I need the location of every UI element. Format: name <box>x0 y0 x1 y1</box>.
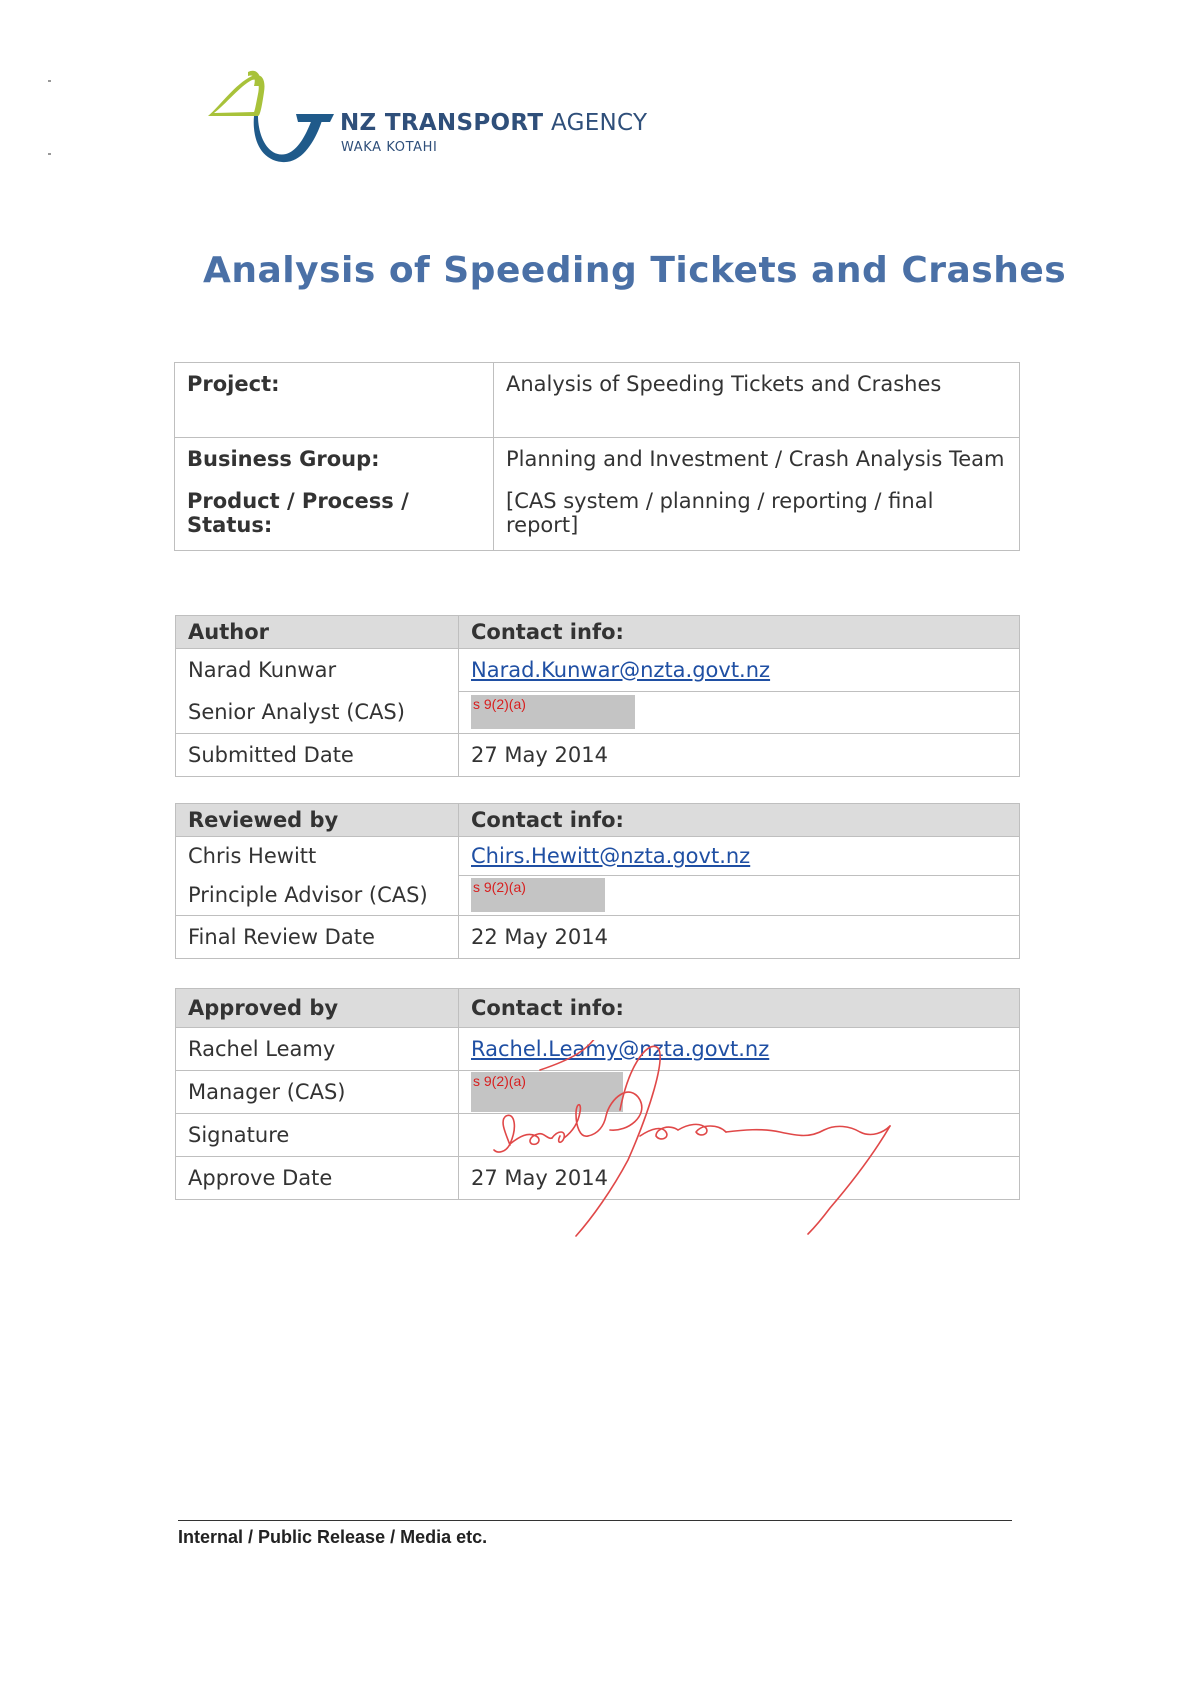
reviewed-by-table <box>175 803 1020 959</box>
table-row <box>176 649 1020 692</box>
table-row <box>176 691 1020 734</box>
approver-role: Manager (CAS) <box>176 1071 459 1114</box>
author-header: Author <box>176 616 459 649</box>
business-group-value: Planning and Investment / Crash Analysis Team <box>494 438 1020 481</box>
reviewer-redacted-cell <box>459 875 1020 916</box>
final-review-date-value: 22 May 2014 <box>459 916 1020 959</box>
final-review-date-label: Final Review Date <box>176 916 459 959</box>
approver-email-link[interactable]: Rachel.Leamy@nzta.govt.nz <box>471 1037 770 1061</box>
approve-date-label: Approve Date <box>176 1157 459 1200</box>
redaction-box <box>471 878 605 912</box>
table-row <box>176 1071 1020 1114</box>
reviewed-contact-header: Contact info: <box>459 804 1020 837</box>
submitted-date-label: Submitted Date <box>176 734 459 777</box>
scan-speck <box>48 80 51 82</box>
author-redacted-cell <box>459 691 1020 734</box>
table-header-row <box>176 804 1020 837</box>
reviewer-name: Chris Hewitt <box>176 837 459 876</box>
redaction-box <box>471 695 635 729</box>
table-row <box>175 438 1020 481</box>
approved-header: Approved by <box>176 989 459 1028</box>
redaction-label: s 9(2)(a) <box>473 696 526 713</box>
product-process-status-value: [CAS system / planning / reporting / final report] <box>494 480 1020 551</box>
signature-label: Signature <box>176 1114 459 1157</box>
product-process-status-label: Product / Process / Status: <box>175 480 494 551</box>
author-email-link[interactable]: Narad.Kunwar@nzta.govt.nz <box>471 657 771 682</box>
reviewer-role: Principle Advisor (CAS) <box>176 875 459 916</box>
approved-by-table <box>175 988 1020 1200</box>
approver-name: Rachel Leamy <box>176 1028 459 1071</box>
submitted-date-value: 27 May 2014 <box>459 734 1020 777</box>
agency-logo-mark-icon <box>200 66 340 166</box>
agency-maori-name: WAKA KOTAHI <box>341 140 438 155</box>
author-email-cell <box>459 649 1020 692</box>
table-row <box>175 363 1020 438</box>
reviewer-email-link[interactable]: Chirs.Hewitt@nzta.govt.nz <box>471 843 751 868</box>
footer-divider <box>178 1520 1012 1521</box>
document-title: Analysis of Speeding Tickets and Crashes <box>203 250 1067 291</box>
agency-name: NZ TRANSPORT AGENCY <box>340 110 648 136</box>
project-value: Analysis of Speeding Tickets and Crashes <box>494 363 1020 438</box>
redaction-label: s 9(2)(a) <box>473 1073 526 1089</box>
table-row <box>176 1028 1020 1071</box>
project-info-table <box>174 362 1020 551</box>
reviewed-header: Reviewed by <box>176 804 459 837</box>
project-label: Project: <box>175 363 494 438</box>
table-row <box>176 734 1020 777</box>
author-table <box>175 615 1020 777</box>
business-group-label: Business Group: <box>175 438 494 481</box>
table-row <box>176 1157 1020 1200</box>
signature-cell <box>459 1114 1020 1157</box>
author-role: Senior Analyst (CAS) <box>176 691 459 734</box>
reviewer-email-cell <box>459 837 1020 876</box>
approver-email-cell <box>459 1028 1020 1071</box>
table-header-row <box>176 616 1020 649</box>
table-header-row <box>176 989 1020 1028</box>
author-contact-header: Contact info: <box>459 616 1020 649</box>
table-row <box>176 916 1020 959</box>
redaction-label: s 9(2)(a) <box>473 879 526 896</box>
approve-date-value: 27 May 2014 <box>459 1157 1020 1200</box>
table-row <box>176 875 1020 916</box>
table-row <box>175 480 1020 551</box>
agency-logo <box>200 66 660 166</box>
table-row <box>176 837 1020 876</box>
author-name: Narad Kunwar <box>176 649 459 692</box>
approver-redacted-cell <box>459 1071 1020 1114</box>
scan-speck <box>48 153 51 155</box>
approved-contact-header: Contact info: <box>459 989 1020 1028</box>
redaction-box <box>471 1072 623 1112</box>
footer-classification: Internal / Public Release / Media etc. <box>178 1527 488 1547</box>
table-row <box>176 1114 1020 1157</box>
